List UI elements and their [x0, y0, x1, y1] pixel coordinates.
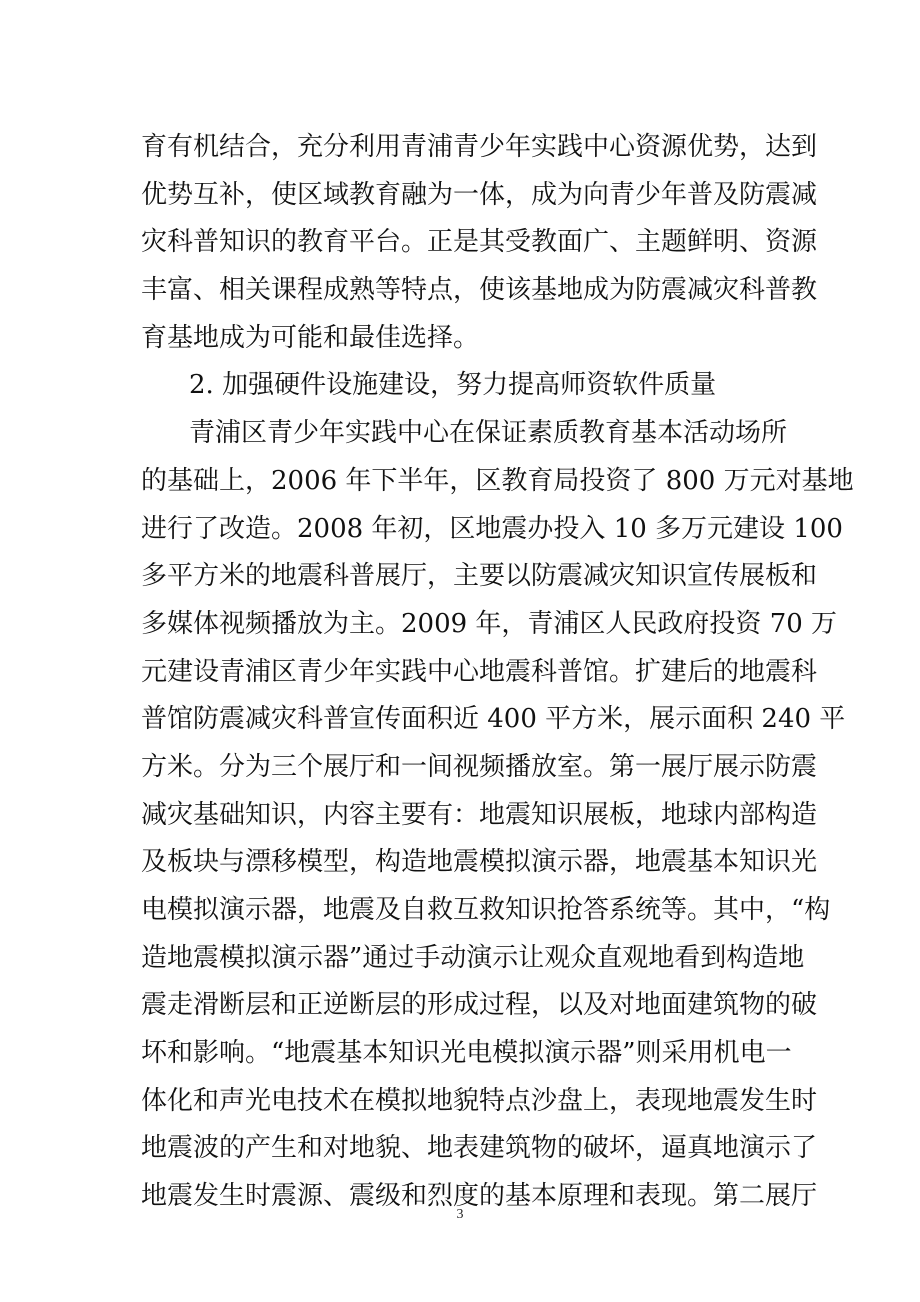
- text-line: 及板块与漂移模型，构造地震模拟演示器，地震基本知识光: [141, 847, 818, 878]
- text-line: 青浦区青少年实践中心在保证素质教育基本活动场所: [189, 418, 788, 449]
- text-line: 灾科普知识的教育平台。正是其受教面广、主题鲜明、资源: [141, 227, 818, 258]
- body-text: [141, 124, 854, 1221]
- text-line: 育有机结合，充分利用青浦青少年实践中心资源优势，达到: [141, 132, 818, 162]
- text-line: 的基础上，2006 年下半年，区教育局投资了 800 万元对基地: [141, 465, 854, 496]
- text-line: 进行了改造。2008 年初，区地震办投入 10 多万元建设 100: [141, 513, 843, 544]
- text-line: 育基地成为可能和最佳选择。: [141, 322, 480, 353]
- text-line: 普馆防震减灾科普宣传面积近 400 平方米，展示面积 240 平: [141, 704, 846, 735]
- text-line: 减灾基础知识，内容主要有：地震知识展板，地球内部构造: [141, 799, 818, 830]
- section-heading: 2. 加强硬件设施建设，努力提高师资软件质量: [189, 370, 717, 401]
- text-line: 地震波的产生和对地貌、地表建筑物的破坏，逼真地演示了: [141, 1133, 818, 1164]
- text-line: 丰富、相关课程成熟等特点，使该基地成为防震减灾科普教: [141, 275, 818, 306]
- text-line: 多媒体视频播放为主。2009 年，青浦区人民政府投资 70 万: [141, 608, 838, 639]
- text-line: 元建设青浦区青少年实践中心地震科普馆。扩建后的地震科: [141, 656, 818, 687]
- page-number: 3: [456, 1207, 464, 1222]
- text-line: 坏和影响。“地震基本知识光电模拟演示器”则采用机电一: [141, 1038, 792, 1069]
- text-line: 多平方米的地震科普展厅，主要以防震减灾知识宣传展板和: [141, 561, 818, 592]
- text-line: 方米。分为三个展厅和一间视频播放室。第一展厅展示防震: [141, 751, 818, 782]
- text-line: 震走滑断层和正逆断层的形成过程，以及对地面建筑物的破: [141, 990, 818, 1021]
- text-line: 造地震模拟演示器”通过手动演示让观众直观地看到构造地: [141, 942, 805, 973]
- text-line: 地震发生时震源、震级和烈度的基本原理和表现。第二展厅: [141, 1181, 818, 1212]
- text-line: 优势互补，使区域教育融为一体，成为向青少年普及防震减: [141, 179, 818, 210]
- text-line: 电模拟演示器，地震及自救互救知识抢答系统等。其中，“构: [141, 895, 831, 925]
- text-line: 体化和声光电技术在模拟地貌特点沙盘上，表现地震发生时: [141, 1085, 818, 1116]
